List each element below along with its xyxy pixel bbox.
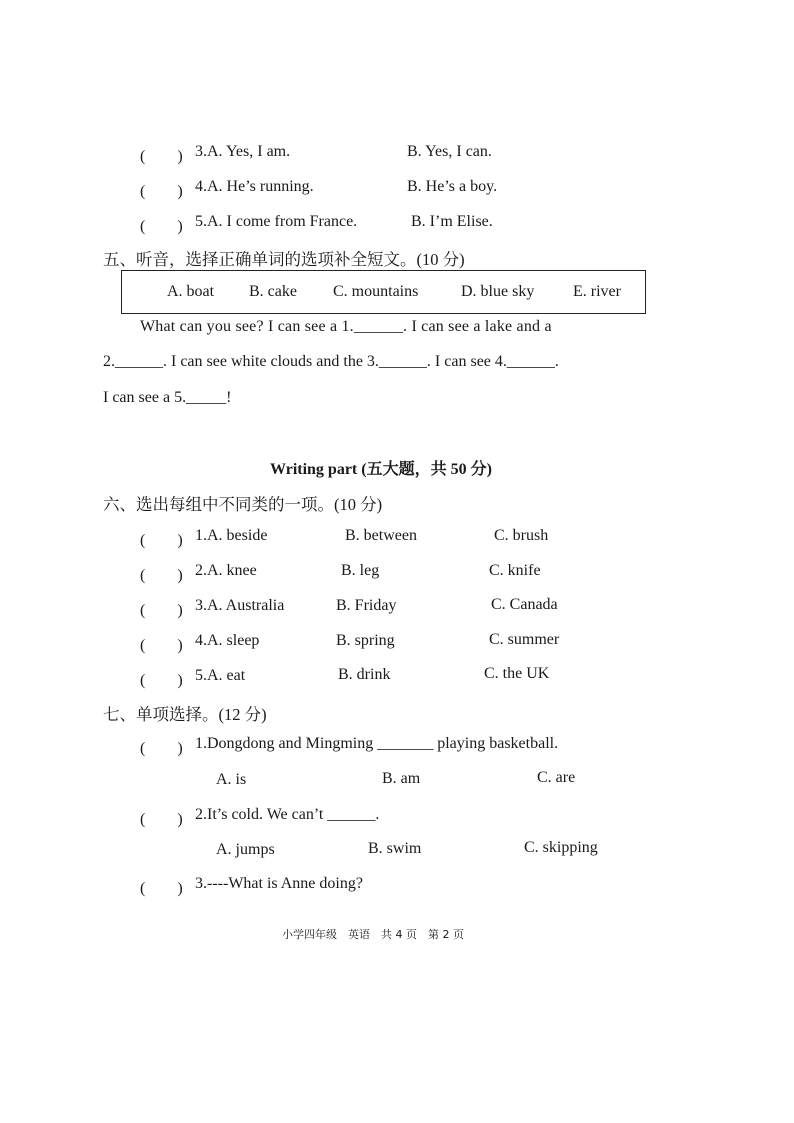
option-b-q3: B. Yes, I can. [407,143,492,160]
s7-2-stem: 2.It’s cold. We can’t ______. [195,806,380,823]
paren-q5: ( ) [140,218,183,235]
s7-2-c: C. skipping [524,839,598,856]
option-a-q3: 3.A. Yes, I am. [195,143,291,160]
s6-4-b: B. spring [336,632,395,649]
option-b-q4: B. He’s a boy. [407,178,498,195]
paren-q3: ( ) [140,148,183,165]
s6-2-c: C. knife [489,562,541,579]
option-b-q5: B. I’m Elise. [411,213,493,230]
s7-2-b: B. swim [368,840,422,857]
passage-line-2: 2.______. I can see white clouds and the 3.______. I can see 4.______. [103,353,559,370]
s7-3-stem: 3.----What is Anne doing? [195,875,363,892]
paren-s6-5: ( ) [140,672,183,689]
paren-s7-3: ( ) [140,880,183,897]
paren-s6-3: ( ) [140,602,183,619]
s6-5-c: C. the UK [484,665,550,682]
word-option-b: B. cake [249,283,297,300]
s6-3-b: B. Friday [336,597,397,614]
s6-3-c: C. Canada [491,596,558,613]
s6-1-a: 1.A. beside [195,527,268,544]
option-a-q4: 4.A. He’s running. [195,178,314,195]
paren-q4: ( ) [140,183,183,200]
s6-5-a: 5.A. eat [195,667,246,684]
passage-line-3: I can see a 5._____! [103,389,232,406]
writing-part-title: Writing part (五大题，共 50 分) [270,461,492,478]
paren-s7-2: ( ) [140,811,183,828]
s7-1-b: B. am [382,770,421,787]
s6-2-a: 2.A. knee [195,562,257,579]
word-option-a: A. boat [167,283,215,300]
option-a-q5: 5.A. I come from France. [195,213,358,230]
s7-1-a: A. is [216,771,247,788]
s6-1-b: B. between [345,527,417,544]
passage-line-1: What can you see? I can see a 1.______. I can see a lake and a [140,318,552,335]
s6-3-a: 3.A. Australia [195,597,285,614]
s6-4-a: 4.A. sleep [195,632,260,649]
paren-s6-1: ( ) [140,532,183,549]
paren-s6-2: ( ) [140,567,183,584]
s6-4-c: C. summer [489,631,560,648]
word-option-d: D. blue sky [461,283,535,300]
section7-title: 七、单项选择。(12 分) [103,705,267,724]
section5-title: 五、听音，选择正确单词的选项补全短文。(10 分) [103,250,465,269]
s7-2-a: A. jumps [216,841,275,858]
s6-1-c: C. brush [494,527,549,544]
word-option-c: C. mountains [333,283,419,300]
s6-5-b: B. drink [338,666,391,683]
s7-1-c: C. are [537,769,576,786]
s7-1-stem: 1.Dongdong and Mingming _______ playing basketball. [195,735,559,752]
paren-s6-4: ( ) [140,637,183,654]
paren-s7-1: ( ) [140,740,183,757]
section6-title: 六、选出每组中不同类的一项。(10 分) [103,495,383,514]
s6-2-b: B. leg [341,562,380,579]
word-option-e: E. river [573,283,621,300]
page-footer: 小学四年级 英语 共 4 页 第 2 页 [282,928,464,941]
